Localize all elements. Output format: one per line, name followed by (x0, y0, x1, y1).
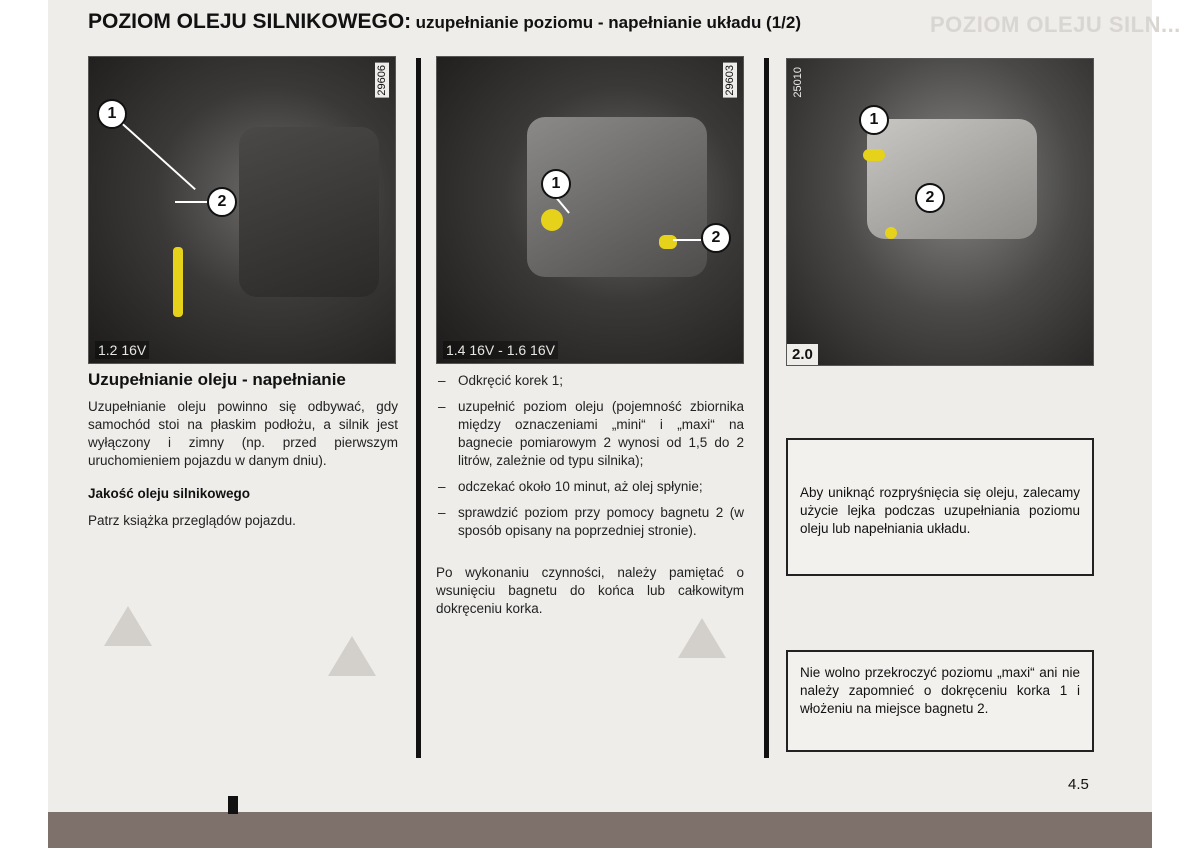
callout-1: 1 (859, 105, 889, 135)
figure-caption: 1.4 16V - 1.6 16V (443, 341, 558, 359)
callout-2: 2 (207, 187, 237, 217)
figure-code: 29606 (376, 65, 388, 96)
step-item: – uzupełnić poziom oleju (pojemność zbiornika między oznaczeniami „mini“ i „maxi“ na bagnecie pomiarowym 2 wynosi od 1,5 do 2 litrów, zależnie od typu silnika); (436, 398, 744, 470)
callout-2: 2 (701, 223, 731, 253)
engine-photo-3 (786, 58, 1094, 366)
after-note: Po wykonaniu czynności, należy pamiętać o wsunięciu bagnetu do końca lub całkowitym dokręceniu korka. (436, 565, 744, 616)
bottom-band (48, 812, 1152, 848)
page-title-main: POZIOM OLEJU SILNIKOWEGO: (88, 10, 412, 33)
step-item: – sprawdzić poziom przy pomocy bagnetu 2 (w sposób opisany na poprzedniej stronie). (436, 504, 744, 540)
oil-cap-marker (863, 149, 885, 161)
callout-2: 2 (915, 183, 945, 213)
page-title-sub: uzupełnianie poziomu - napełnianie układu (1/2) (415, 13, 802, 32)
ghost-warning-icon (678, 618, 726, 658)
oil-quality-heading: Jakość oleju silnikowego (88, 486, 251, 501)
left-margin (0, 0, 48, 848)
ghost-warning-icon (104, 606, 152, 646)
intro-paragraph: Uzupełnianie oleju powinno się odbywać, gdy samochód stoi na płaskim podłożu, a silnik jest wyłączony i zimny (np. przed pierwszym uruchomieniem pojazdu w danym dniu). (88, 399, 398, 468)
column-divider-1 (416, 58, 421, 758)
step-item: – odczekać około 10 minut, aż olej spłynie; (436, 478, 744, 496)
figure-caption: 2.0 (787, 344, 818, 365)
figure-code: 29603 (724, 65, 736, 96)
oil-quality-text: Patrz książka przeglądów pojazdu. (88, 513, 296, 528)
step-item: – Odkręcić korek 1; (436, 372, 744, 390)
print-mark (228, 796, 238, 814)
dipstick-marker (659, 235, 677, 249)
column-divider-2 (764, 58, 769, 758)
bleed-through-title: POZIOM OLEJU SILN... (930, 12, 1181, 37)
callout-1: 1 (97, 99, 127, 129)
engine-photo-1 (88, 56, 396, 364)
right-margin (1152, 0, 1200, 848)
ghost-warning-icon (328, 636, 376, 676)
dipstick-marker (173, 247, 183, 317)
figure-code: 25010 (792, 67, 804, 98)
procedure-steps (436, 372, 744, 548)
maxi-warning-box: Nie wolno przekroczyć poziomu „maxi“ ani nie należy zapomnieć o dokręceniu korka 1 i włożeniu na miejsce bagnetu 2. (786, 650, 1094, 752)
dipstick-marker (885, 227, 897, 239)
engine-photo-2 (436, 56, 744, 364)
callout-1: 1 (541, 169, 571, 199)
oil-cap-marker (541, 209, 563, 231)
page-title (88, 10, 801, 34)
figure-caption: 1.2 16V (95, 341, 149, 359)
funnel-tip-box: Aby uniknąć rozpryśnięcia się oleju, zalecamy użycie lejka podczas uzupełniania poziomu oleju lub napełniania układu. (786, 438, 1094, 576)
section-heading: Uzupełnianie oleju - napełnianie (88, 370, 346, 389)
page-number: 4.5 (1068, 776, 1089, 793)
